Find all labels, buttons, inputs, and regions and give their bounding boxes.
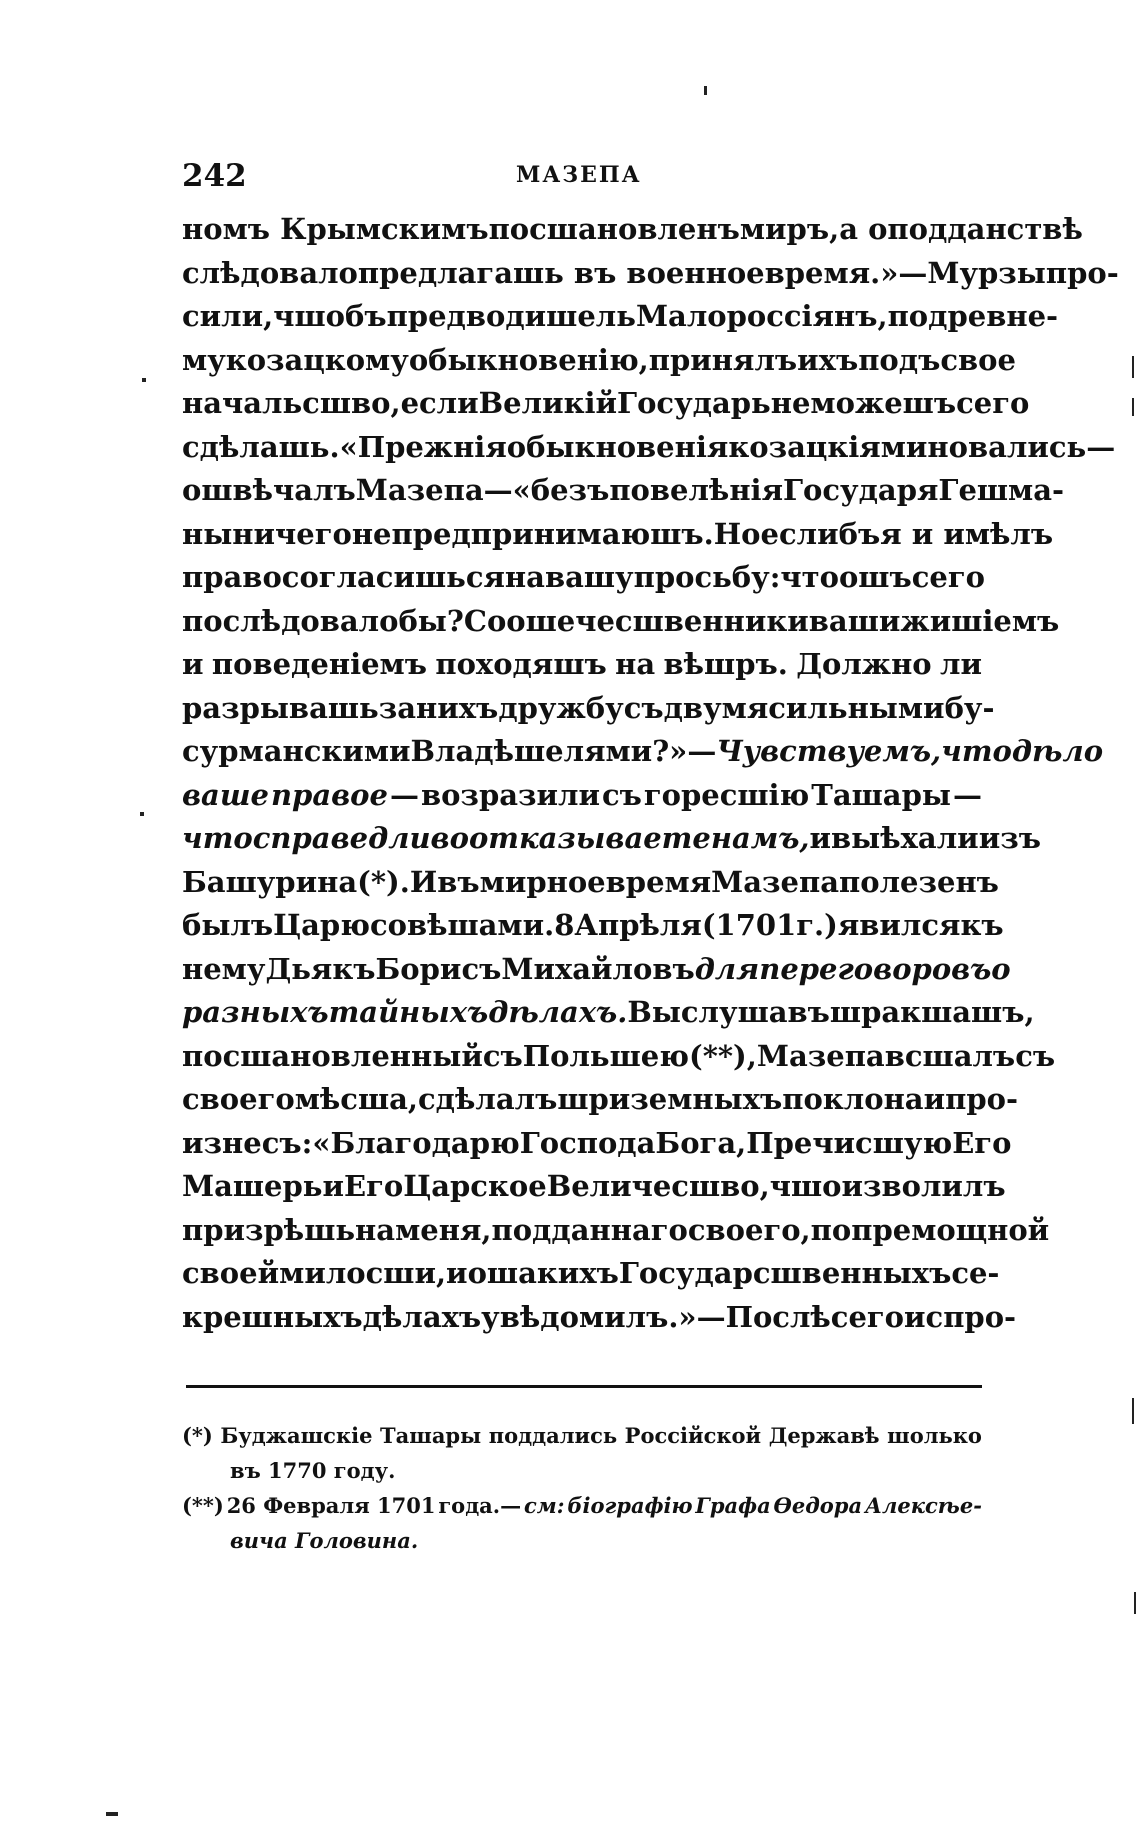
word: Борисъ xyxy=(375,951,502,986)
word: тайныхъ xyxy=(328,995,489,1029)
word: се- xyxy=(951,1256,1000,1290)
word: ваше xyxy=(182,777,269,812)
word: (**) xyxy=(182,1493,224,1518)
scan-edge-mark xyxy=(1132,356,1134,378)
word: сурманскими xyxy=(182,734,411,768)
text-line xyxy=(182,1296,1017,1340)
text-line xyxy=(182,643,982,687)
word: номъ Крымскимъ xyxy=(182,212,489,246)
word: ошвѣчалъ xyxy=(182,473,356,507)
word: Дьякъ xyxy=(265,951,376,986)
word: Государь xyxy=(617,386,771,420)
footnote-line xyxy=(182,1523,982,1558)
word: въ xyxy=(437,864,480,899)
word: не xyxy=(351,516,392,551)
word: (**), xyxy=(688,1038,757,1073)
text-line xyxy=(182,513,1054,557)
word: поддались xyxy=(488,1423,618,1448)
word: Малороссіянъ, xyxy=(635,299,888,333)
word: переговоровъ xyxy=(759,951,992,986)
word: ны xyxy=(182,516,233,551)
word: Пречисшую xyxy=(746,1125,953,1160)
word: Величесшво, xyxy=(546,1169,770,1203)
word: — xyxy=(687,734,717,768)
word: сильными xyxy=(768,690,945,725)
word: горесшію xyxy=(643,777,810,812)
word: Апрѣля xyxy=(574,908,702,942)
word: право xyxy=(182,560,282,594)
word: Послѣ xyxy=(725,1299,831,1334)
word: года.— xyxy=(438,1493,522,1518)
word: предпринимаюшъ. xyxy=(391,516,714,551)
scan-speck xyxy=(142,378,146,382)
word: Соошечесшвенники xyxy=(463,603,809,638)
word: Буджашскіе xyxy=(220,1423,373,1448)
word: согласишься xyxy=(281,560,505,594)
footnote-line xyxy=(182,1488,982,1523)
text-line xyxy=(182,1122,1012,1166)
word: Державѣ xyxy=(768,1423,880,1448)
word: посшановленъ xyxy=(488,212,740,246)
text-line xyxy=(182,948,1011,992)
text-line xyxy=(182,1209,1050,1253)
word: поведеніемъ xyxy=(211,647,427,681)
word: (*) xyxy=(182,1423,213,1448)
word: ничего xyxy=(232,516,352,551)
word: что xyxy=(182,821,253,855)
body-text xyxy=(182,208,1119,1339)
word: о xyxy=(991,951,1011,986)
word: миръ, xyxy=(739,212,840,246)
word: начальсшво, xyxy=(182,386,401,420)
footnote-line xyxy=(182,1418,982,1453)
word: премощной xyxy=(851,1212,1050,1247)
text-line xyxy=(182,1078,1018,1122)
word: изъ xyxy=(978,821,1041,855)
word: г.) xyxy=(796,908,838,942)
word: Михайловъ xyxy=(501,951,695,986)
word: отказываете xyxy=(468,821,711,855)
word: ошъ xyxy=(838,560,912,594)
page-number: 242 xyxy=(182,158,247,194)
word: шри xyxy=(557,1082,631,1116)
word: Мазепа xyxy=(711,864,840,899)
word: мирное xyxy=(479,864,606,899)
word: Мазепа—« xyxy=(355,473,531,507)
word: сдѣлашь. xyxy=(182,429,340,464)
word: жишіемъ xyxy=(900,603,1060,638)
word: посшановленный xyxy=(182,1038,483,1073)
word: шолько xyxy=(887,1423,982,1448)
footnotes xyxy=(182,1418,982,1558)
word: и xyxy=(322,1169,344,1203)
word: всшалъ xyxy=(884,1038,1016,1073)
word: и xyxy=(182,647,204,681)
word: если xyxy=(400,386,479,420)
word: для xyxy=(694,951,760,986)
word: время.»—Мурзы xyxy=(764,255,1046,290)
word: 26 Февраля 1701 xyxy=(226,1493,436,1518)
word: я и имѣлъ xyxy=(880,516,1054,551)
text-line xyxy=(182,339,1016,383)
word: Выслушавъ xyxy=(627,995,830,1029)
word: мѣсша, xyxy=(294,1082,419,1116)
word: правое xyxy=(270,777,388,812)
word: чшо xyxy=(769,1169,842,1203)
word: Чувствуемъ, xyxy=(716,734,942,768)
word: предлагашь въ военное xyxy=(357,255,765,290)
word: предводишель xyxy=(386,299,636,333)
scan-speck xyxy=(704,86,707,95)
word: въ 1770 году. xyxy=(230,1458,396,1483)
word: а о xyxy=(839,212,888,246)
word: дружбу xyxy=(498,690,624,725)
word: безъ xyxy=(530,473,610,507)
text-line xyxy=(182,252,1119,296)
word: изнесъ: xyxy=(182,1125,313,1160)
word: ихъ xyxy=(797,342,859,377)
text-line xyxy=(182,382,1030,426)
word: бы? xyxy=(398,603,464,638)
word: (1701 xyxy=(701,908,797,942)
word: еслибъ xyxy=(760,516,881,551)
word: о xyxy=(467,1256,487,1290)
word: съ xyxy=(623,690,664,725)
text-line xyxy=(182,600,1060,644)
word: можешъ xyxy=(810,386,957,420)
word: ваши xyxy=(808,603,901,638)
word: Царское xyxy=(403,1169,547,1203)
word: вѣшръ. xyxy=(663,647,788,681)
word: крешныхъ xyxy=(182,1299,363,1334)
word: испро- xyxy=(904,1299,1017,1334)
scan-speck xyxy=(140,812,144,816)
word: И xyxy=(409,864,438,899)
word: Мазепа xyxy=(756,1038,885,1073)
word: походяшъ xyxy=(435,647,607,681)
word: Ташары xyxy=(811,777,951,812)
word: сего xyxy=(956,386,1030,420)
text-line xyxy=(182,991,1035,1035)
text-line xyxy=(182,295,1059,339)
text-line xyxy=(182,687,995,731)
word: увѣдомилъ.» xyxy=(481,1299,697,1334)
word: своего xyxy=(182,1082,295,1116)
word: нихъ xyxy=(416,690,499,725)
text-line xyxy=(182,426,1116,470)
word: чшобъ xyxy=(273,299,387,333)
word: земныхъ xyxy=(630,1082,783,1116)
word: на xyxy=(355,1212,396,1247)
word: милосши, xyxy=(279,1256,447,1290)
word: — xyxy=(952,777,982,812)
word: сдѣлалъ xyxy=(418,1082,558,1116)
word: шакихъ xyxy=(486,1256,619,1290)
word: Его xyxy=(952,1125,1012,1160)
word: — xyxy=(696,1299,726,1334)
word: послѣдовало xyxy=(182,603,399,638)
text-line xyxy=(182,1035,1056,1079)
word: вича Головина. xyxy=(230,1528,419,1553)
word: козацкому xyxy=(225,342,409,377)
word: му xyxy=(182,342,226,377)
word: къ xyxy=(960,908,1004,942)
word: Великій xyxy=(478,386,618,420)
word: 8 xyxy=(554,908,575,942)
word: Ѳедора xyxy=(773,1493,863,1518)
word: Бога, xyxy=(655,1125,747,1160)
text-line xyxy=(182,730,1104,774)
word: Владѣшелями?» xyxy=(410,734,688,768)
word: подданнаго xyxy=(491,1212,688,1247)
text-line xyxy=(182,208,1083,252)
word: слѣдовало xyxy=(182,255,358,290)
word: ли xyxy=(940,647,982,681)
word: Государя xyxy=(783,473,939,507)
word: Но xyxy=(713,516,761,551)
word: дѣлахъ xyxy=(362,1299,482,1334)
word: и xyxy=(923,1082,946,1116)
word: и xyxy=(809,821,832,855)
word: свое xyxy=(940,342,1016,377)
word: дѣлахъ. xyxy=(488,995,628,1029)
word: сего xyxy=(830,1299,905,1334)
word: Должно xyxy=(796,647,932,681)
word: что xyxy=(941,734,1012,768)
text-line xyxy=(182,1165,1006,1209)
word: вашу xyxy=(544,560,634,594)
word: намъ, xyxy=(710,821,810,855)
word: подъ xyxy=(858,342,941,377)
word: Машерь xyxy=(182,1169,323,1203)
word: обыкновенія xyxy=(506,429,729,464)
word: «Благодарю xyxy=(312,1125,520,1160)
word: Его xyxy=(343,1169,404,1203)
scan-edge-mark xyxy=(1132,398,1134,416)
word: время xyxy=(605,864,712,899)
word: на xyxy=(504,560,545,594)
word: совѣшами. xyxy=(369,908,555,942)
scan-speck xyxy=(106,1812,118,1816)
word: за xyxy=(378,690,417,725)
word: съ xyxy=(482,1038,523,1073)
text-line xyxy=(182,817,1041,861)
word: подданствѣ xyxy=(887,212,1083,246)
word: Алексѣе- xyxy=(864,1493,982,1518)
word: сили, xyxy=(182,299,274,333)
word: Башурина xyxy=(182,864,358,899)
text-line xyxy=(182,469,1065,513)
word: Графа xyxy=(695,1493,771,1518)
word: Россійской xyxy=(624,1423,762,1448)
word: двумя xyxy=(663,690,769,725)
word: призрѣшь xyxy=(182,1212,356,1247)
word: полезенъ xyxy=(839,864,999,899)
word: сего xyxy=(911,560,985,594)
word: изволилъ xyxy=(841,1169,1006,1203)
word: что xyxy=(780,560,839,594)
word: на xyxy=(615,647,656,681)
word: — xyxy=(389,777,419,812)
word: съ xyxy=(601,777,642,812)
word: нему xyxy=(182,951,266,986)
word: бу- xyxy=(944,690,995,725)
word: разныхъ xyxy=(182,995,329,1029)
word: (*). xyxy=(357,864,410,899)
word: дѣло xyxy=(1011,734,1104,768)
word: про- xyxy=(1045,255,1119,290)
word: по xyxy=(887,299,929,333)
word: миновались— xyxy=(880,429,1116,464)
word: біографію xyxy=(567,1493,693,1518)
running-head: МАЗЕПА xyxy=(516,162,642,188)
word: «Прежнія xyxy=(339,429,507,464)
word: по xyxy=(810,1212,852,1247)
word: см: xyxy=(523,1493,565,1518)
word: выѣхали xyxy=(831,821,979,855)
word: Ташары xyxy=(380,1423,482,1448)
word: возразили xyxy=(420,777,600,812)
text-line xyxy=(182,1252,1000,1296)
text-line xyxy=(182,774,982,818)
footnote-line xyxy=(182,1453,982,1488)
word: Царю xyxy=(273,908,370,942)
word: повелѣнія xyxy=(609,473,783,507)
word: обыкновенію, xyxy=(408,342,649,377)
word: съ xyxy=(1015,1038,1056,1073)
word: шракшашъ, xyxy=(829,995,1035,1029)
word: Гешма- xyxy=(938,473,1065,507)
word: и xyxy=(446,1256,468,1290)
word: просьбу: xyxy=(633,560,781,594)
text-line xyxy=(182,556,985,600)
word: былъ xyxy=(182,908,274,942)
word: своего, xyxy=(687,1212,811,1247)
word: не xyxy=(770,386,811,420)
word: Государсшвенныхъ xyxy=(618,1256,952,1290)
text-line xyxy=(182,904,1004,948)
word: древне- xyxy=(928,299,1059,333)
word: меня, xyxy=(395,1212,492,1247)
word: явился xyxy=(837,908,961,942)
footnote-rule xyxy=(186,1385,982,1388)
word: козацкія xyxy=(728,429,881,464)
text-line xyxy=(182,861,999,905)
word: Польшею xyxy=(522,1038,689,1073)
word: Господа xyxy=(519,1125,656,1160)
word: разрывашь xyxy=(182,690,379,725)
scan-edge-mark xyxy=(1134,1592,1136,1614)
word: справедливо xyxy=(252,821,469,855)
word: про- xyxy=(945,1082,1018,1116)
word: своей xyxy=(182,1256,280,1290)
scan-edge-mark xyxy=(1132,1398,1134,1424)
word: принялъ xyxy=(648,342,798,377)
word: поклона xyxy=(782,1082,924,1116)
